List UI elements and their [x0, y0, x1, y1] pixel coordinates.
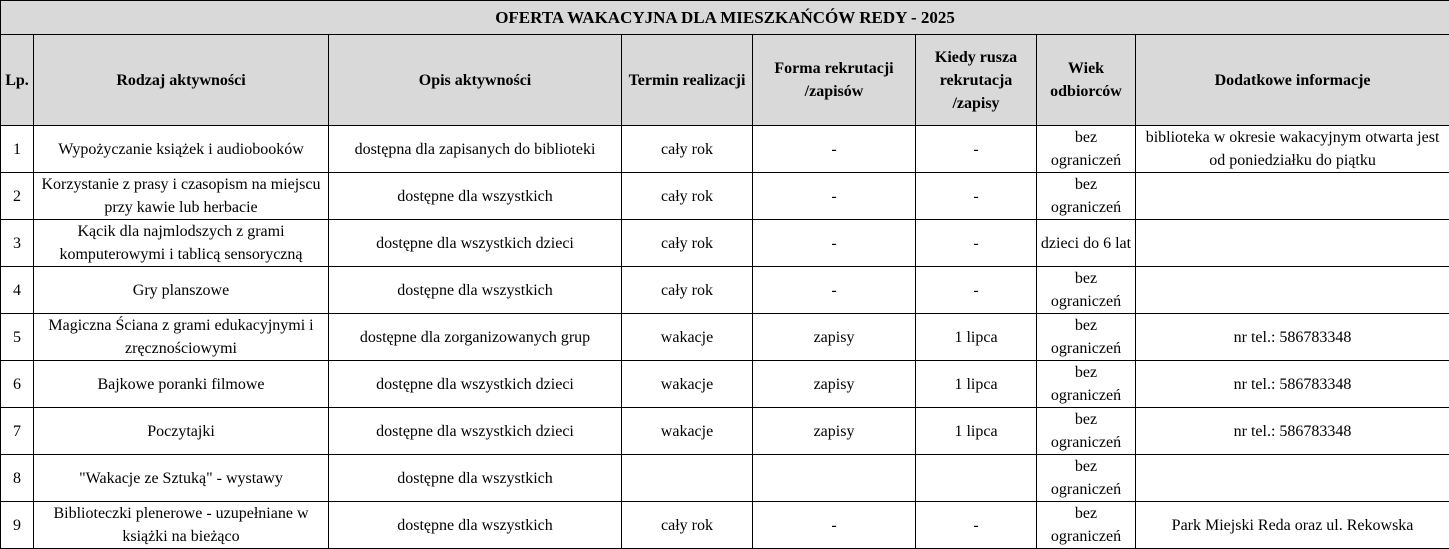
- cell-activity-description: dostępne dla wszystkich dzieci: [329, 220, 622, 267]
- cell-recruitment-start: [916, 455, 1037, 502]
- cell-recruitment-start: -: [916, 173, 1037, 220]
- cell-term: wakacje: [622, 408, 753, 455]
- header-recruitment-start: Kiedy rusza rekrutacja /zapisy: [916, 35, 1037, 126]
- cell-lp: 1: [1, 126, 34, 173]
- cell-lp: 4: [1, 267, 34, 314]
- cell-recruitment-start: -: [916, 267, 1037, 314]
- header-additional-info: Dodatkowe informacje: [1136, 35, 1449, 126]
- cell-lp: 9: [1, 502, 34, 549]
- header-recruitment-form: Forma rekrutacji /zapisów: [753, 35, 916, 126]
- cell-activity-description: dostępne dla wszystkich: [329, 502, 622, 549]
- cell-audience-age: dzieci do 6 lat: [1037, 220, 1136, 267]
- cell-audience-age: bez ograniczeń: [1037, 314, 1136, 361]
- cell-audience-age: bez ograniczeń: [1037, 408, 1136, 455]
- cell-recruitment-form: -: [753, 173, 916, 220]
- table-row: [1, 314, 1449, 361]
- cell-recruitment-start: -: [916, 502, 1037, 549]
- cell-lp: 2: [1, 173, 34, 220]
- cell-additional-info: [1136, 220, 1449, 267]
- cell-activity-description: dostępne dla wszystkich dzieci: [329, 361, 622, 408]
- cell-activity-description: dostępne dla wszystkich: [329, 173, 622, 220]
- cell-activity-description: dostępne dla wszystkich: [329, 267, 622, 314]
- table-row: [1, 361, 1449, 408]
- cell-additional-info: [1136, 173, 1449, 220]
- cell-recruitment-start: 1 lipca: [916, 408, 1037, 455]
- header-term: Termin realizacji: [622, 35, 753, 126]
- cell-recruitment-form: zapisy: [753, 408, 916, 455]
- cell-term: wakacje: [622, 314, 753, 361]
- table-row: [1, 267, 1449, 314]
- cell-lp: 3: [1, 220, 34, 267]
- cell-recruitment-form: [753, 455, 916, 502]
- table-row: [1, 220, 1449, 267]
- header-audience-age: Wiek odbiorców: [1037, 35, 1136, 126]
- cell-audience-age: bez ograniczeń: [1037, 173, 1136, 220]
- table-title: OFERTA WAKACYJNA DLA MIESZKAŃCÓW REDY - 2025: [1, 1, 1449, 35]
- cell-activity-type: Korzystanie z prasy i czasopism na miejscu przy kawie lub herbacie: [34, 173, 329, 220]
- cell-audience-age: bez ograniczeń: [1037, 502, 1136, 549]
- cell-activity-description: dostępne dla wszystkich: [329, 455, 622, 502]
- cell-activity-type: Bajkowe poranki filmowe: [34, 361, 329, 408]
- cell-activity-description: dostępna dla zapisanych do biblioteki: [329, 126, 622, 173]
- cell-audience-age: bez ograniczeń: [1037, 455, 1136, 502]
- cell-activity-type: Magiczna Ściana z grami edukacyjnymi i zręcznościowymi: [34, 314, 329, 361]
- cell-term: wakacje: [622, 361, 753, 408]
- cell-recruitment-start: 1 lipca: [916, 314, 1037, 361]
- cell-recruitment-form: -: [753, 267, 916, 314]
- cell-recruitment-form: zapisy: [753, 314, 916, 361]
- cell-activity-type: Kącik dla najmlodszych z grami komputerowymi i tablicą sensoryczną: [34, 220, 329, 267]
- cell-term: cały rok: [622, 502, 753, 549]
- cell-additional-info: [1136, 267, 1449, 314]
- cell-lp: 7: [1, 408, 34, 455]
- cell-activity-type: Wypożyczanie książek i audiobooków: [34, 126, 329, 173]
- cell-term: [622, 455, 753, 502]
- cell-activity-type: Poczytajki: [34, 408, 329, 455]
- cell-audience-age: bez ograniczeń: [1037, 267, 1136, 314]
- cell-lp: 5: [1, 314, 34, 361]
- cell-term: cały rok: [622, 126, 753, 173]
- header-activity-type: Rodzaj aktywności: [34, 35, 329, 126]
- header-activity-description: Opis aktywności: [329, 35, 622, 126]
- cell-additional-info: nr tel.: 586783348: [1136, 314, 1449, 361]
- cell-recruitment-start: 1 lipca: [916, 361, 1037, 408]
- table-row: [1, 502, 1449, 549]
- cell-recruitment-start: -: [916, 126, 1037, 173]
- cell-audience-age: bez ograniczeń: [1037, 126, 1136, 173]
- cell-activity-type: Gry planszowe: [34, 267, 329, 314]
- cell-additional-info: Park Miejski Reda oraz ul. Rekowska: [1136, 502, 1449, 549]
- cell-term: cały rok: [622, 267, 753, 314]
- cell-additional-info: nr tel.: 586783348: [1136, 361, 1449, 408]
- cell-activity-description: dostępne dla zorganizowanych grup: [329, 314, 622, 361]
- cell-term: cały rok: [622, 173, 753, 220]
- header-lp: Lp.: [1, 35, 34, 126]
- cell-activity-description: dostępne dla wszystkich dzieci: [329, 408, 622, 455]
- table-row: [1, 408, 1449, 455]
- cell-activity-type: "Wakacje ze Sztuką" - wystawy: [34, 455, 329, 502]
- cell-additional-info: [1136, 455, 1449, 502]
- header-row: [1, 35, 1449, 126]
- table-row: [1, 173, 1449, 220]
- cell-activity-type: Biblioteczki plenerowe - uzupełniane w książki na bieżąco: [34, 502, 329, 549]
- cell-lp: 8: [1, 455, 34, 502]
- cell-recruitment-form: -: [753, 126, 916, 173]
- cell-audience-age: bez ograniczeń: [1037, 361, 1136, 408]
- table-row: [1, 126, 1449, 173]
- cell-recruitment-form: -: [753, 220, 916, 267]
- cell-term: cały rok: [622, 220, 753, 267]
- cell-lp: 6: [1, 361, 34, 408]
- cell-additional-info: biblioteka w okresie wakacyjnym otwarta jest od poniedziałku do piątku: [1136, 126, 1449, 173]
- cell-recruitment-form: zapisy: [753, 361, 916, 408]
- cell-additional-info: nr tel.: 586783348: [1136, 408, 1449, 455]
- table-row: [1, 455, 1449, 502]
- cell-recruitment-start: -: [916, 220, 1037, 267]
- cell-recruitment-form: -: [753, 502, 916, 549]
